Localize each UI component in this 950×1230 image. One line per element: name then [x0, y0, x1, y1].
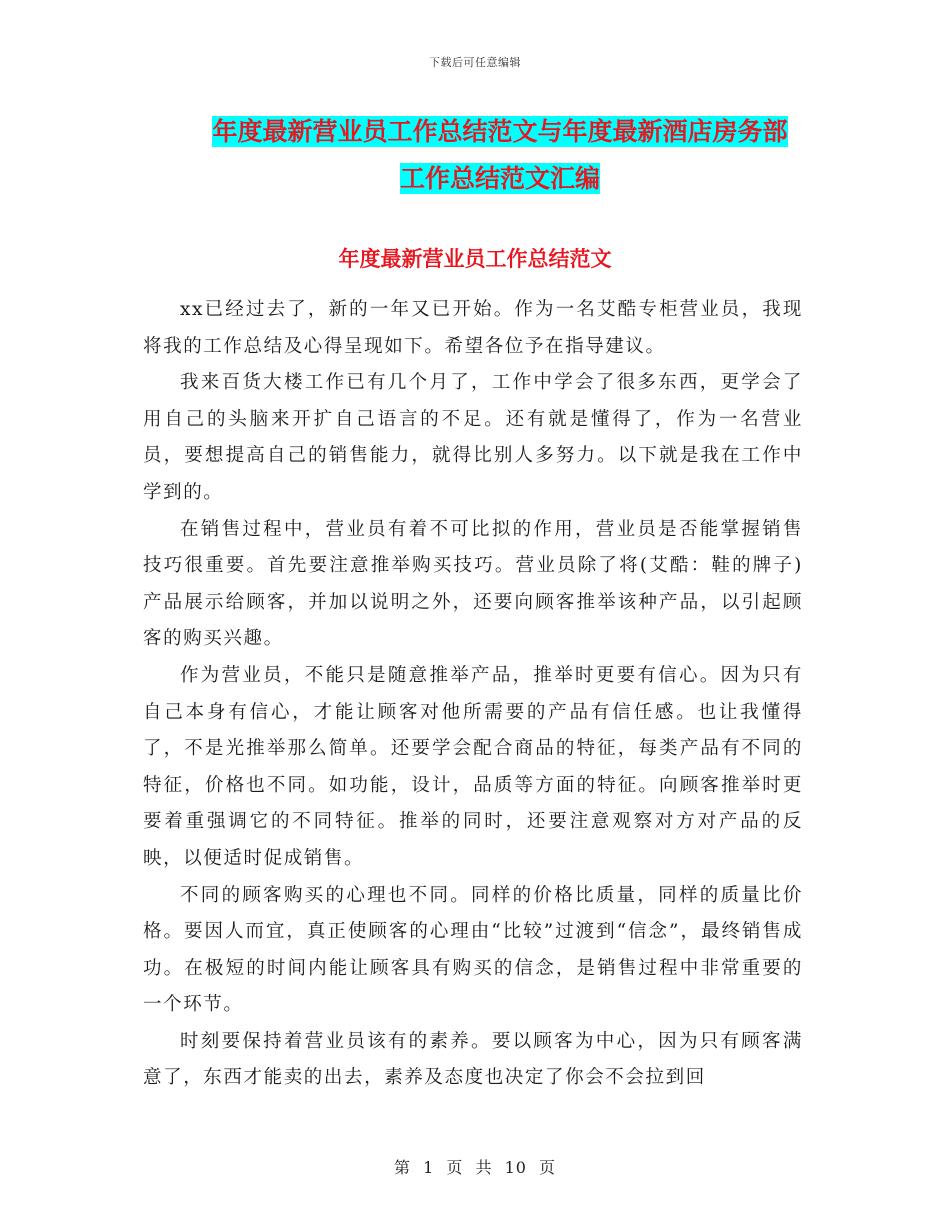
document-body	[143, 292, 803, 1097]
document-title-line-1: 年度最新营业员工作总结范文与年度最新酒店房务部	[212, 117, 788, 146]
page-header-note: 下载后可任意编辑	[429, 56, 521, 69]
page-current: 1	[423, 1158, 435, 1177]
page-number-footer	[0, 1155, 950, 1178]
paragraph: 在销售过程中，营业员有着不可比拟的作用，营业员是否能掌握销售技巧很重要。首先要注意推举购买技巧。营业员除了将(艾酷：鞋的牌子)产品展示给顾客，并加以说明之外，还要向顾客推举该种产品，以引起顾客的购买兴趣。	[143, 518, 803, 650]
page-label: 第	[393, 1158, 411, 1177]
paragraph: 作为营业员，不能只是随意推举产品，推举时更要有信心。因为只有自己本身有信心，才能让顾客对他所需要的产品有信任感。也让我懂得了，不是光推举那么简单。还要学会配合商品的特征，每类产品有不同的特征，价格也不同。如功能，设计，品质等方面的特征。向顾客推举时更要着重强调它的不同特征。推举的同时，还要注意观察对方对产品的反映，以便适时促成销售。	[143, 664, 803, 869]
document-title	[150, 108, 850, 202]
section-title: 年度最新营业员工作总结范文	[338, 247, 612, 271]
document-title-line-2: 工作总结范文汇编	[399, 164, 600, 193]
page-total: 10	[504, 1158, 527, 1177]
total-label: 共	[475, 1158, 493, 1177]
page-unit: 页	[446, 1158, 464, 1177]
paragraph: 不同的顾客购买的心理也不同。同样的价格比质量，同样的质量比价格。要因人而宜，真正使顾客的心理由“比较”过渡到“信念”，最终销售成功。在极短的时间内能让顾客具有购买的信念，是销售过程中非常重要的一个环节。	[143, 884, 803, 1016]
paragraph: xx已经过去了，新的一年又已开始。作为一名艾酷专柜营业员，我现将我的工作总结及心得呈现如下。希望各位予在指导建议。	[143, 299, 803, 357]
total-unit: 页	[539, 1158, 557, 1177]
paragraph: 时刻要保持着营业员该有的素养。要以顾客为中心，因为只有顾客满意了，东西才能卖的出去，素养及态度也决定了你会不会拉到回	[143, 1030, 803, 1089]
paragraph: 我来百货大楼工作已有几个月了，工作中学会了很多东西，更学会了用自己的头脑来开扩自己语言的不足。还有就是懂得了，作为一名营业员，要想提高自己的销售能力，就得比别人多努力。以下就是我在工作中学到的。	[143, 372, 803, 503]
